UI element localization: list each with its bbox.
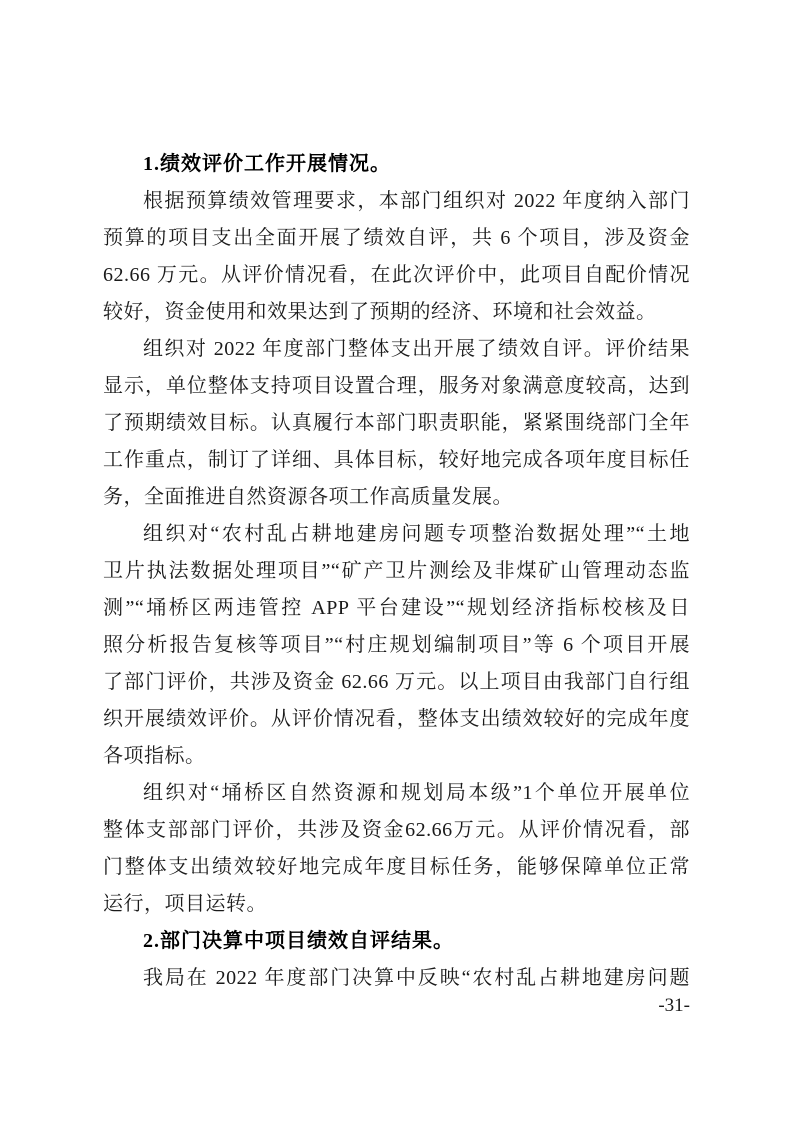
text-line: 门整体支出绩效较好地完成年度目标任务，能够保障单位正常	[103, 856, 690, 878]
text-line: 运行，项目运转。	[103, 893, 267, 915]
text-line: 整体支部部门评价，共涉及资金62.66万元。从评价情况看，部	[103, 819, 690, 841]
paragraph-3	[103, 516, 690, 775]
section-2-heading: 2.部门决算中项目绩效自评结果。	[143, 930, 454, 952]
paragraph-2	[103, 331, 690, 516]
paragraph-1	[103, 183, 690, 331]
text-line: 务，全面推进自然资源各项工作高质量发展。	[103, 486, 513, 508]
text-line: 组织对“埇桥区自然资源和规划局本级”1个单位开展单位	[143, 782, 690, 804]
text-line: 了部门评价，共涉及资金 62.66 万元。以上项目由我部门自行组	[103, 671, 690, 693]
text-line: 测”“埇桥区两违管控 APP 平台建设”“规划经济指标校核及日	[103, 597, 690, 619]
text-line: 组织对“农村乱占耕地建房问题专项整治数据处理”“土地	[143, 523, 690, 545]
text-line: 显示，单位整体支持项目设置合理，服务对象满意度较高，达到	[103, 375, 690, 397]
text-line: 了预期绩效目标。认真履行本部门职责职能，紧紧围绕部门全年	[103, 412, 690, 434]
text-line: 较好，资金使用和效果达到了预期的经济、环境和社会效益。	[103, 301, 657, 323]
text-line: 根据预算绩效管理要求，本部门组织对 2022 年度纳入部门	[143, 190, 690, 212]
text-line: 62.66 万元。从评价情况看，在此次评价中，此项目自配价情况	[103, 264, 690, 286]
text-line: 我局在 2022 年度部门决算中反映“农村乱占耕地建房问题	[143, 967, 690, 989]
page-number: -31-	[658, 995, 690, 1016]
paragraph-4	[103, 775, 690, 923]
text-line: 照分析报告复核等项目”“村庄规划编制项目”等 6 个项目开展	[103, 634, 690, 656]
section-1-heading: 1.绩效评价工作开展情况。	[143, 153, 391, 175]
text-line: 组织对 2022 年度部门整体支出开展了绩效自评。评价结果	[143, 338, 690, 360]
text-line: 工作重点，制订了详细、具体目标，较好地完成各项年度目标任	[103, 449, 690, 471]
text-line: 各项指标。	[103, 745, 206, 767]
paragraph-5	[103, 960, 690, 997]
document-content	[103, 146, 690, 997]
text-line: 织开展绩效评价。从评价情况看，整体支出绩效较好的完成年度	[103, 708, 690, 730]
text-line: 预算的项目支出全面开展了绩效自评，共 6 个项目，涉及资金	[103, 227, 690, 249]
text-line: 卫片执法数据处理项目”“矿产卫片测绘及非煤矿山管理动态监	[103, 560, 690, 582]
